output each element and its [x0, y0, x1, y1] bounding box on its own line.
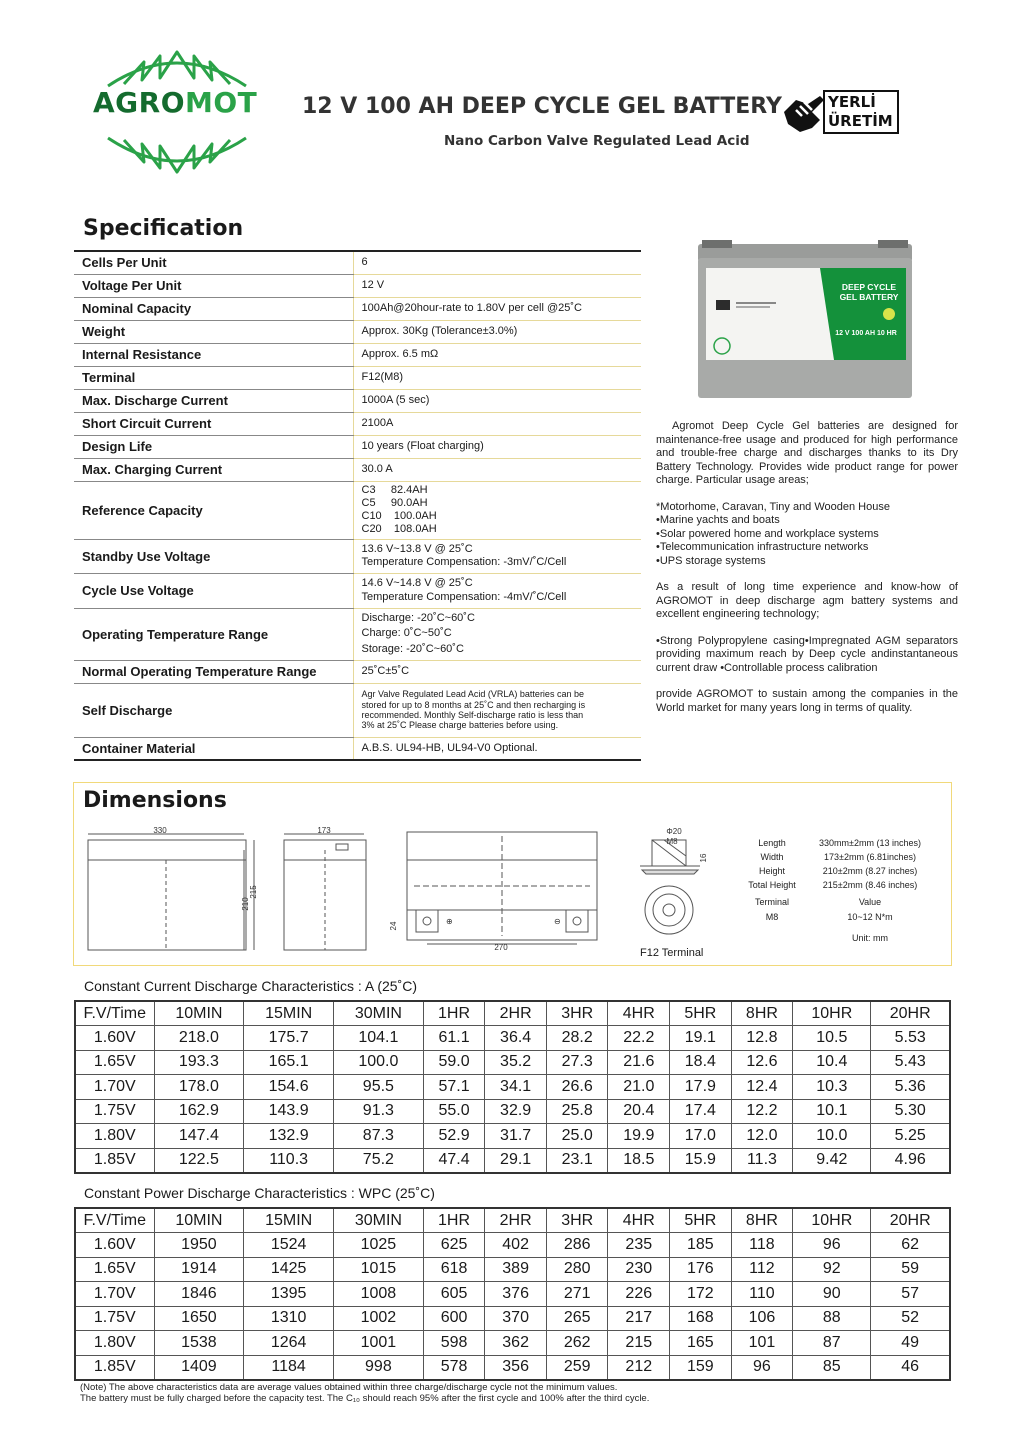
spec-row [74, 573, 641, 608]
dimensions-heading: Dimensions [83, 788, 227, 813]
table-cell: 1409 [154, 1355, 244, 1380]
column-header: 8HR [731, 1208, 793, 1233]
table-cell: 22.2 [608, 1026, 670, 1051]
spec-value: 6 [353, 251, 641, 274]
dim-depth-label: 16 [699, 853, 708, 863]
dim-spec-value: 215±2mm (8.46 inches) [822, 880, 918, 890]
table-cell: 235 [608, 1233, 670, 1258]
table-cell: 46 [871, 1355, 950, 1380]
table-cell: 12.2 [731, 1099, 793, 1124]
table-cell: 175.7 [244, 1026, 334, 1051]
table-cell: 1264 [244, 1331, 334, 1356]
battery-label-line1: DEEP CYCLE [841, 282, 897, 292]
positive-terminal-icon: ⊕ [446, 917, 453, 926]
table-cell: 176 [670, 1257, 732, 1282]
spec-label: Voltage Per Unit [74, 274, 353, 297]
spec-label: Self Discharge [74, 683, 353, 737]
table-cell: 578 [423, 1355, 485, 1380]
dim-length-label: 330 [153, 826, 167, 835]
final-voltage-cell: 1.60V [75, 1026, 154, 1051]
spec-row [74, 435, 641, 458]
final-voltage-cell: 1.80V [75, 1124, 154, 1149]
table-cell: 178.0 [154, 1075, 244, 1100]
table-cell: 17.9 [670, 1075, 732, 1100]
dim-spec-value: 330mm±2mm (13 inches) [819, 838, 921, 848]
column-header: 20HR [871, 1208, 950, 1233]
badge-line-1: YERLİ [828, 93, 876, 111]
dim-spec-label: Total Height [748, 880, 796, 890]
table-cell: 85 [793, 1355, 871, 1380]
battery-label-line2: GEL BATTERY [839, 292, 899, 302]
table-cell: 212 [608, 1355, 670, 1380]
dim-spec-label: Length [758, 838, 786, 848]
column-header: 4HR [608, 1001, 670, 1026]
table-cell: 49 [871, 1331, 950, 1356]
table-cell: 25.8 [546, 1099, 608, 1124]
spec-value: 25˚C±5˚C [353, 660, 641, 683]
table-cell: 230 [608, 1257, 670, 1282]
spec-row [74, 412, 641, 435]
side-view-drawing [284, 834, 366, 950]
table-cell: 21.6 [608, 1050, 670, 1075]
battery-label-line3: 12 V 100 AH 10 HR [835, 330, 897, 337]
table-cell: 110.3 [244, 1148, 334, 1173]
column-header: 1HR [423, 1208, 485, 1233]
table-cell: 218.0 [154, 1026, 244, 1051]
table-cell: 31.7 [485, 1124, 547, 1149]
dim-spec-value: Value [858, 897, 882, 907]
spec-row [74, 297, 641, 320]
column-header: 5HR [670, 1001, 732, 1026]
table-cell: 36.4 [485, 1026, 547, 1051]
table-cell: 21.0 [608, 1075, 670, 1100]
table-cell: 10.1 [793, 1099, 871, 1124]
final-voltage-cell: 1.65V [75, 1050, 154, 1075]
f12-terminal-label: F12 Terminal [640, 947, 704, 959]
spec-value: 10 years (Float charging) [353, 435, 641, 458]
table-cell: 11.3 [731, 1148, 793, 1173]
table-row [75, 1026, 950, 1051]
table-cell: 96 [731, 1355, 793, 1380]
table-cell: 12.8 [731, 1026, 793, 1051]
table-cell: 286 [546, 1233, 608, 1258]
table-cell: 118 [731, 1233, 793, 1258]
final-voltage-cell: 1.75V [75, 1099, 154, 1124]
table-row [75, 1124, 950, 1149]
table-cell: 185 [670, 1233, 732, 1258]
spec-row [74, 366, 641, 389]
table-cell: 12.4 [731, 1075, 793, 1100]
table-cell: 25.0 [546, 1124, 608, 1149]
table-cell: 19.9 [608, 1124, 670, 1149]
table-cell: 90 [793, 1282, 871, 1307]
spec-value: 12 V [353, 274, 641, 297]
table-cell: 5.53 [871, 1026, 950, 1051]
table-cell: 23.1 [546, 1148, 608, 1173]
spec-label: Cycle Use Voltage [74, 573, 353, 608]
brand-name [93, 86, 257, 119]
table-cell: 57 [871, 1282, 950, 1307]
usage-item: *Motorhome, Caravan, Tiny and Wooden House [656, 500, 890, 513]
table-cell: 18.5 [608, 1148, 670, 1173]
table-cell: 19.1 [670, 1026, 732, 1051]
table-cell: 110 [731, 1282, 793, 1307]
spec-label: Reference Capacity [74, 481, 353, 539]
spec-value: F12(M8) [353, 366, 641, 389]
table-cell: 20.4 [608, 1099, 670, 1124]
dimension-drawings [74, 822, 734, 964]
spec-label: Design Life [74, 435, 353, 458]
table-cell: 96 [793, 1233, 871, 1258]
spec-value: A.B.S. UL94-HB, UL94-V0 Optional. [361, 741, 538, 754]
table-cell: 147.4 [154, 1124, 244, 1149]
table-row [75, 1282, 950, 1307]
table-cell: 215 [608, 1331, 670, 1356]
description-para-3: •Strong Polypropylene casing•Impregnated AGM separators providing maximum reach by Deep cycle andinstantaneous current draw •Controllable process calibration [656, 634, 958, 674]
table-cell: 55.0 [423, 1099, 485, 1124]
table-cell: 226 [608, 1282, 670, 1307]
usage-list [656, 501, 958, 569]
dim-spec-label: Width [760, 852, 784, 862]
spec-row [74, 481, 641, 539]
usage-item: •UPS storage systems [656, 554, 766, 567]
constant-current-caption: Constant Current Discharge Characteristics : A (25˚C) [84, 978, 418, 994]
spec-value: Discharge: -20˚C~60˚C Charge: 0˚C~50˚C Storage: -20˚C~60˚C [353, 608, 641, 660]
footnote [80, 1382, 649, 1404]
table-cell: 95.5 [334, 1075, 424, 1100]
table-cell: 1538 [154, 1331, 244, 1356]
spec-value: 100Ah@20hour-rate to 1.80V per cell @25˚C [353, 297, 641, 320]
spec-row [74, 660, 641, 683]
footnote-line-2: The battery must be fully charged before the capacity test. The C₁₀ should reach 95% after the first cycle and 100% after the third cycle. [80, 1393, 650, 1404]
final-voltage-cell: 1.85V [75, 1355, 154, 1380]
dim-side-label: 24 [389, 921, 398, 931]
constant-power-table [74, 1207, 951, 1381]
column-header: 2HR [485, 1208, 547, 1233]
spec-label: Operating Temperature Range [74, 608, 353, 660]
table-cell: 271 [546, 1282, 608, 1307]
table-cell: 59.0 [423, 1050, 485, 1075]
table-cell: 1395 [244, 1282, 334, 1307]
spec-value: 30.0 A [353, 458, 641, 481]
column-header: 20HR [871, 1001, 950, 1026]
table-cell: 12.0 [731, 1124, 793, 1149]
table-row [75, 1233, 950, 1258]
table-cell: 1008 [334, 1282, 424, 1307]
spec-row [74, 274, 641, 297]
table-cell: 389 [485, 1257, 547, 1282]
spec-row [74, 737, 641, 760]
spec-label: Terminal [74, 366, 353, 389]
table-cell: 26.6 [546, 1075, 608, 1100]
table-row [75, 1306, 950, 1331]
description-para-2: As a result of long time experience and know-how of AGROMOT in deep discharge agm battery systems and excellent engineering technology; [656, 581, 958, 620]
column-header: 3HR [546, 1001, 608, 1026]
dim-height1-label: 210 [241, 897, 250, 911]
table-row [75, 1099, 950, 1124]
spec-label: Max. Charging Current [74, 458, 353, 481]
table-cell: 356 [485, 1355, 547, 1380]
column-header: 30MIN [334, 1001, 424, 1026]
table-cell: 47.4 [423, 1148, 485, 1173]
table-cell: 1846 [154, 1282, 244, 1307]
table-cell: 262 [546, 1331, 608, 1356]
table-cell: 35.2 [485, 1050, 547, 1075]
table-cell: 17.4 [670, 1099, 732, 1124]
spec-label: Nominal Capacity [74, 297, 353, 320]
product-description [656, 420, 958, 728]
column-header: 15MIN [244, 1208, 334, 1233]
table-cell: 34.1 [485, 1075, 547, 1100]
column-header: 10MIN [154, 1001, 244, 1026]
table-cell: 59 [871, 1257, 950, 1282]
table-cell: 17.0 [670, 1124, 732, 1149]
spec-value: 2100A [353, 412, 641, 435]
table-cell: 172 [670, 1282, 732, 1307]
usage-item: •Telecommunication infrastructure networks [656, 541, 869, 553]
table-cell: 362 [485, 1331, 547, 1356]
spec-value: 1000A (5 sec) [353, 389, 641, 412]
table-cell: 998 [334, 1355, 424, 1380]
document-title: 12 V 100 AH DEEP CYCLE GEL BATTERY [302, 94, 782, 119]
spec-label: Standby Use Voltage [74, 539, 353, 573]
table-cell: 87.3 [334, 1124, 424, 1149]
table-row [75, 1257, 950, 1282]
table-cell: 15.9 [670, 1148, 732, 1173]
table-cell: 165.1 [244, 1050, 334, 1075]
column-header: 15MIN [244, 1001, 334, 1026]
spec-value: Approx. 30Kg (Tolerance±3.0%) [353, 320, 641, 343]
column-header: 10MIN [154, 1208, 244, 1233]
table-cell: 32.9 [485, 1099, 547, 1124]
spec-label: Weight [74, 320, 353, 343]
table-cell: 370 [485, 1306, 547, 1331]
table-cell: 1002 [334, 1306, 424, 1331]
spec-row [74, 683, 641, 737]
dim-thread-label: M8 [666, 837, 678, 846]
column-header: 4HR [608, 1208, 670, 1233]
table-cell: 57.1 [423, 1075, 485, 1100]
column-header: 5HR [670, 1208, 732, 1233]
spec-row [74, 389, 641, 412]
table-cell: 101 [731, 1331, 793, 1356]
description-para-4: provide AGROMOT to sustain among the companies in the World market for many years long in terms of quality. [656, 688, 958, 714]
constant-current-table [74, 1000, 951, 1174]
table-cell: 1015 [334, 1257, 424, 1282]
specification-table [74, 250, 641, 761]
column-header: F.V/Time [75, 1001, 154, 1026]
table-cell: 193.3 [154, 1050, 244, 1075]
constant-power-caption: Constant Power Discharge Characteristics : WPC (25˚C) [84, 1185, 435, 1201]
front-view-drawing [88, 834, 254, 950]
column-header: 10HR [793, 1001, 871, 1026]
table-cell: 376 [485, 1282, 547, 1307]
table-cell: 1184 [244, 1355, 334, 1380]
spec-row [74, 343, 641, 366]
usage-item: •Marine yachts and boats [656, 514, 780, 526]
table-row [75, 1355, 950, 1380]
usage-item: •Solar powered home and workplace systems [656, 527, 879, 540]
final-voltage-cell: 1.60V [75, 1233, 154, 1258]
dim-spec-label: Height [758, 866, 785, 876]
column-header: 3HR [546, 1208, 608, 1233]
table-cell: 162.9 [154, 1099, 244, 1124]
table-cell: 1025 [334, 1233, 424, 1258]
dim-diameter-label: Φ20 [666, 827, 682, 836]
table-cell: 625 [423, 1233, 485, 1258]
spec-label: Container Material [74, 737, 353, 760]
table-cell: 10.3 [793, 1075, 871, 1100]
spec-value: Agr Valve Regulated Lead Acid (VRLA) batteries can be stored for up to 8 months at 25˚C and then recharging is recommended. Monthly Self-discharge ratio is less than 3% at 25˚C Please charge batteries before using. [353, 683, 641, 737]
table-cell: 159 [670, 1355, 732, 1380]
brand-part-mot: MOT [185, 86, 258, 119]
spec-value: 14.6 V~14.8 V @ 25˚C Temperature Compensation: -4mV/˚C/Cell [353, 573, 641, 608]
table-cell: 52 [871, 1306, 950, 1331]
table-row [75, 1050, 950, 1075]
top-view-drawing [407, 832, 597, 944]
spec-value: 13.6 V~13.8 V @ 25˚C Temperature Compensation: -3mV/˚C/Cell [353, 539, 641, 573]
table-cell: 9.42 [793, 1148, 871, 1173]
table-cell: 104.1 [334, 1026, 424, 1051]
table-cell: 154.6 [244, 1075, 334, 1100]
dim-spec-label: M8 [765, 912, 779, 922]
final-voltage-cell: 1.80V [75, 1331, 154, 1356]
table-header-row [75, 1208, 950, 1233]
table-cell: 28.2 [546, 1026, 608, 1051]
column-header: 1HR [423, 1001, 485, 1026]
table-cell: 52.9 [423, 1124, 485, 1149]
table-cell: 1650 [154, 1306, 244, 1331]
table-cell: 10.5 [793, 1026, 871, 1051]
table-cell: 10.0 [793, 1124, 871, 1149]
table-cell: 87 [793, 1331, 871, 1356]
table-row [75, 1075, 950, 1100]
table-cell: 75.2 [334, 1148, 424, 1173]
dim-spec-value: 173±2mm (6.81inches) [824, 852, 916, 862]
final-voltage-cell: 1.70V [75, 1075, 154, 1100]
table-cell: 280 [546, 1257, 608, 1282]
table-cell: 5.25 [871, 1124, 950, 1149]
table-cell: 100.0 [334, 1050, 424, 1075]
spec-label: Normal Operating Temperature Range [74, 660, 353, 683]
table-cell: 165 [670, 1331, 732, 1356]
final-voltage-cell: 1.70V [75, 1282, 154, 1307]
table-cell: 5.36 [871, 1075, 950, 1100]
column-header: 2HR [485, 1001, 547, 1026]
table-cell: 143.9 [244, 1099, 334, 1124]
spec-value: C3 82.4AH C5 90.0AH C10 100.0AH C20 108.0AH [353, 481, 641, 539]
dim-terminal-offset-label: 270 [494, 943, 508, 952]
table-cell: 5.30 [871, 1099, 950, 1124]
table-cell: 1914 [154, 1257, 244, 1282]
table-cell: 10.4 [793, 1050, 871, 1075]
spec-label: Max. Discharge Current [74, 389, 353, 412]
column-header: F.V/Time [75, 1208, 154, 1233]
table-cell: 62 [871, 1233, 950, 1258]
table-cell: 106 [731, 1306, 793, 1331]
table-cell: 88 [793, 1306, 871, 1331]
column-header: 8HR [731, 1001, 793, 1026]
spec-row [74, 539, 641, 573]
table-cell: 91.3 [334, 1099, 424, 1124]
table-cell: 1950 [154, 1233, 244, 1258]
table-cell: 4.96 [871, 1148, 950, 1173]
table-cell: 605 [423, 1282, 485, 1307]
spec-row [74, 608, 641, 660]
spec-row [74, 251, 641, 274]
spec-label: Internal Resistance [74, 343, 353, 366]
column-header: 10HR [793, 1208, 871, 1233]
table-cell: 1524 [244, 1233, 334, 1258]
table-row [75, 1148, 950, 1173]
column-header: 30MIN [334, 1208, 424, 1233]
badge-line-2: ÜRETİM [828, 112, 893, 130]
table-cell: 265 [546, 1306, 608, 1331]
dim-unit-label: Unit: mm [852, 933, 888, 943]
table-cell: 600 [423, 1306, 485, 1331]
dim-width-label: 173 [317, 826, 331, 835]
document-subtitle: Nano Carbon Valve Regulated Lead Acid [444, 133, 750, 149]
table-cell: 618 [423, 1257, 485, 1282]
table-cell: 168 [670, 1306, 732, 1331]
table-cell: 1001 [334, 1331, 424, 1356]
table-cell: 259 [546, 1355, 608, 1380]
table-cell: 598 [423, 1331, 485, 1356]
table-cell: 132.9 [244, 1124, 334, 1149]
table-cell: 1310 [244, 1306, 334, 1331]
battery-product-image [694, 238, 916, 400]
dim-spec-value: 10~12 N*m [847, 912, 893, 922]
spec-row [74, 320, 641, 343]
spec-label: Short Circuit Current [74, 412, 353, 435]
spec-label: Cells Per Unit [74, 251, 353, 274]
table-cell: 61.1 [423, 1026, 485, 1051]
final-voltage-cell: 1.65V [75, 1257, 154, 1282]
terminal-detail-drawing [640, 840, 700, 934]
table-cell: 1425 [244, 1257, 334, 1282]
spec-row [74, 458, 641, 481]
description-intro: Agromot Deep Cycle Gel batteries are designed for maintenance-free usage and produced for high performance and trouble-free charge and discharges thanks to its Dry Battery Technology. Provides wide product range for power charge. Particular usage areas; [656, 420, 958, 486]
table-cell: 18.4 [670, 1050, 732, 1075]
negative-terminal-icon: ⊖ [554, 917, 561, 926]
table-cell: 92 [793, 1257, 871, 1282]
specification-heading: Specification [83, 216, 244, 241]
final-voltage-cell: 1.75V [75, 1306, 154, 1331]
spec-value: Approx. 6.5 mΩ [353, 343, 641, 366]
footnote-line-1: (Note) The above characteristics data are average values obtained within three charge/discharge cycle not the minimum values. [80, 1382, 618, 1393]
table-cell: 402 [485, 1233, 547, 1258]
dim-spec-label: Terminal [754, 897, 789, 907]
table-cell: 12.6 [731, 1050, 793, 1075]
table-row [75, 1331, 950, 1356]
table-cell: 112 [731, 1257, 793, 1282]
table-cell: 29.1 [485, 1148, 547, 1173]
table-header-row [75, 1001, 950, 1026]
table-cell: 5.43 [871, 1050, 950, 1075]
table-cell: 122.5 [154, 1148, 244, 1173]
table-cell: 217 [608, 1306, 670, 1331]
table-cell: 27.3 [546, 1050, 608, 1075]
final-voltage-cell: 1.85V [75, 1148, 154, 1173]
brand-part-agro: AGRO [93, 86, 186, 119]
dim-height2-label: 215 [249, 885, 258, 899]
dim-spec-value: 210±2mm (8.27 inches) [822, 866, 918, 876]
